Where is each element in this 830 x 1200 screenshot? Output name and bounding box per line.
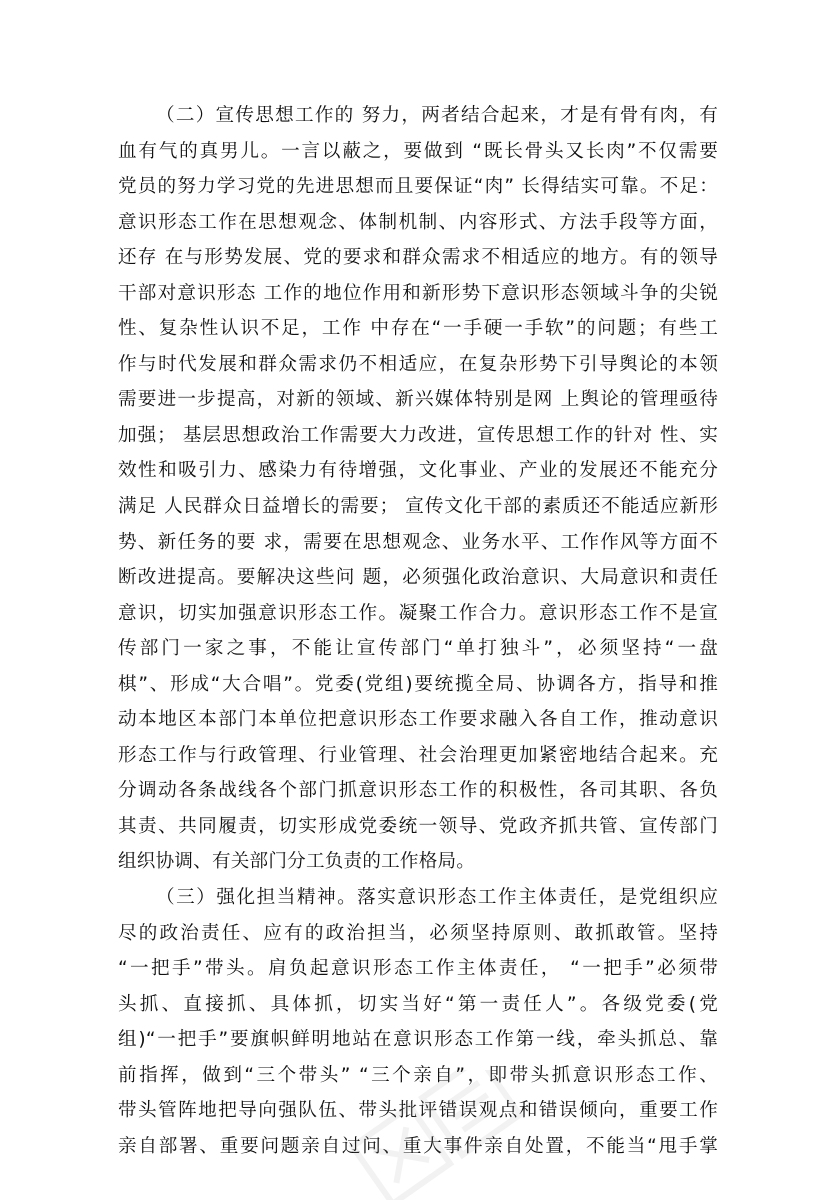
paragraph-2-line-6: 干部对意识形态 工作的地位作用和新形势下意识形态领域斗争的尖锐 <box>118 282 718 304</box>
document-body <box>118 98 718 1164</box>
paragraph-3-line-2: 尽的政治责任、应有的政治担当，必须坚持原则、敢抓敢管。坚持 <box>118 922 718 944</box>
watermark-logo-icon <box>300 1070 560 1200</box>
paragraph-2-line-15: 意识，切实加强意识形态工作。凝聚工作合力。意识形态工作不是宣 <box>118 602 718 624</box>
paragraph-2-line-14: 断改进提高。要解决这些问 题，必须强化政治意识、大局意识和责任 <box>118 567 718 589</box>
paragraph-2-line-2: 血有气的真男儿。一言以蔽之，要做到 “既长骨头又长肉”不仅需要 <box>118 140 718 162</box>
paragraph-2-line-19: 形态工作与行政管理、行业管理、社会治理更加紧密地结合起来。充 <box>118 744 718 766</box>
paragraph-2-line-8: 作与时代发展和群众需求仍不相适应，在复杂形势下引导舆论的本领 <box>118 353 718 375</box>
paragraph-3-line-4: 头抓、直接抓、具体抓，切实当好“第一责任人”。各级党委(党 <box>118 993 718 1015</box>
paragraph-3-line-6: 前指挥，做到“三个带头” “三个亲自”，即带头抓意识形态工作、 <box>118 1064 718 1086</box>
paragraph-2-line-9: 需要进一步提高，对新的领域、新兴媒体特别是网 上舆论的管理亟待 <box>118 389 718 411</box>
paragraph-2-line-5: 还存 在与形势发展、党的要求和群众需求不相适应的地方。有的领导 <box>118 247 718 269</box>
paragraph-3-line-1: （三）强化担当精神。落实意识形态工作主体责任，是党组织应 <box>156 887 718 909</box>
paragraph-3-line-3: “一把手”带头。肩负起意识形态工作主体责任， “一把手”必须带 <box>118 958 718 980</box>
paragraph-2-line-3: 党员的努力学习党的先进思想而且要保证“肉” 长得结实可靠。不足： <box>118 176 718 198</box>
paragraph-2-line-13: 势、新任务的要 求，需要在思想观念、业务水平、工作作风等方面不 <box>118 531 718 553</box>
paragraph-2-line-4: 意识形态工作在思想观念、体制机制、内容形式、方法手段等方面， <box>118 211 718 233</box>
paragraph-3-line-7: 带头管阵地把导向强队伍、带头批评错误观点和错误倾向，重要工作 <box>118 1100 718 1122</box>
paragraph-2-line-1: （二）宣传思想工作的 努力，两者结合起来，才是有骨有肉，有 <box>156 105 718 126</box>
paragraph-2-line-22: 组织协调、有关部门分工负责的工作格局。 <box>118 851 476 873</box>
paragraph-3-line-5: 组)“一把手”要旗帜鲜明地站在意识形态工作第一线，牵头抓总、靠 <box>118 1029 718 1051</box>
paragraph-2-line-16: 传部门一家之事，不能让宣传部门“单打独斗”，必须坚持“一盘 <box>118 638 718 660</box>
paragraph-2-line-10: 加强； 基层思想政治工作需要大力改进，宣传思想工作的针对 性、实 <box>118 424 718 446</box>
paragraph-2-line-7: 性、复杂性认识不足，工作 中存在“一手硬一手软”的问题；有些工 <box>118 318 718 340</box>
paragraph-2-line-17: 棋”、形成“大合唱”。党委(党组)要统揽全局、协调各方，指导和推 <box>118 673 718 695</box>
paragraph-2-line-11: 效性和吸引力、感染力有待增强，文化事业、产业的发展还不能充分 <box>118 460 718 482</box>
paragraph-3-line-8: 亲自部署、重要问题亲自过问、重大事件亲自处置，不能当“甩手掌 <box>118 1135 718 1157</box>
paragraph-2-line-12: 满足 人民群众日益增长的需要； 宣传文化干部的素质还不能适应新形 <box>118 496 718 518</box>
paragraph-2-line-21: 其责、共同履责，切实形成党委统一领导、党政齐抓共管、宣传部门 <box>118 815 718 837</box>
paragraph-2-line-20: 分调动各条战线各个部门抓意识形态工作的积极性，各司其职、各负 <box>118 780 718 802</box>
paragraph-2-line-18: 动本地区本部门本单位把意识形态工作要求融入各自工作，推动意识 <box>118 709 718 731</box>
